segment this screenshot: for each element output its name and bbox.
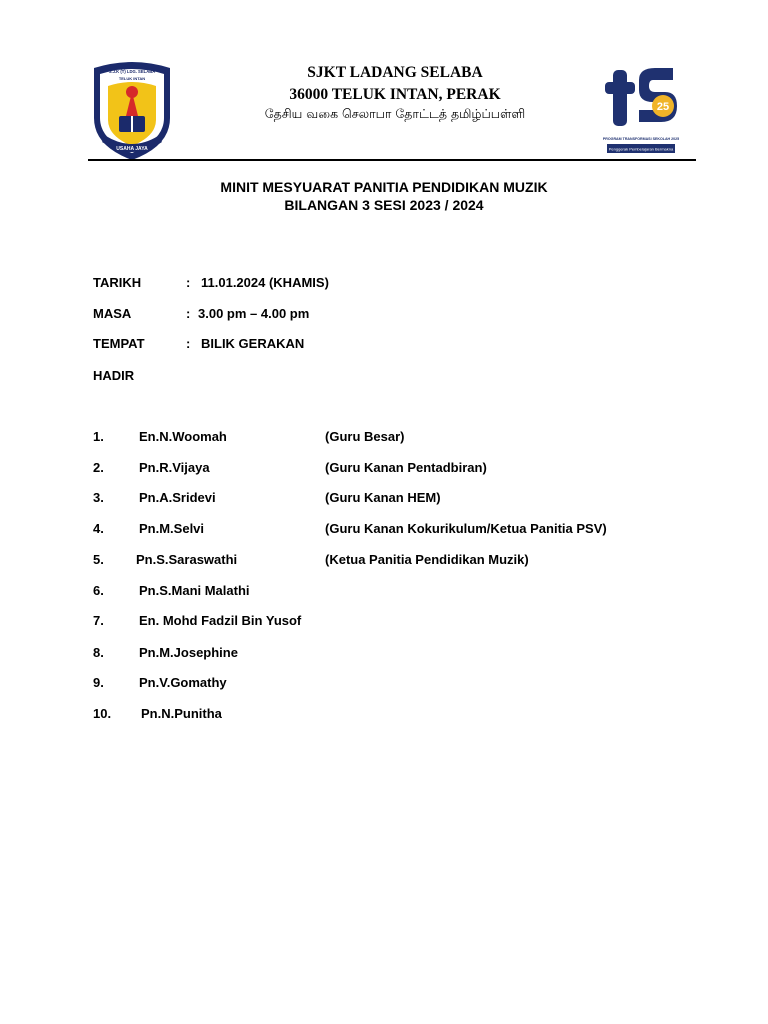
info-label: TEMPAT [93,336,145,351]
attendee-role: (Guru Kanan HEM) [325,490,441,505]
attendee-role: (Ketua Panitia Pendidikan Muzik) [325,552,529,567]
attendee-number: 8. [93,645,104,660]
attendee-number: 1. [93,429,104,444]
attendee-role: (Guru Kanan Kokurikulum/Ketua Panitia PSV) [325,521,607,536]
school-name: SJKT LADANG SELABA [307,64,483,81]
info-colon: : [186,306,191,321]
attendee-name: Pn.V.Gomathy [139,675,227,690]
minutes-subtitle: BILANGAN 3 SESI 2023 / 2024 [284,197,484,213]
crest-sub-text: TELUK INTAN [118,76,146,81]
attendee-name: Pn.S.Saraswathi [136,552,238,567]
info-value: 11.01.2024 (KHAMIS) [201,275,329,290]
info-value: 3.00 pm – 4.00 pm [198,306,310,321]
attendee-number: 2. [93,460,104,475]
attendee-name: Pn.R.Vijaya [139,460,210,475]
attendee-number: 7. [93,613,104,628]
school-address: 36000 TELUK INTAN, PERAK [289,86,501,103]
attendee-name: En. Mohd Fadzil Bin Yusof [139,613,302,628]
info-label: MASA [93,306,132,321]
attendee-name: Pn.M.Selvi [139,521,205,536]
ts25-program-logo-icon [603,64,679,158]
attendee-number: 4. [93,521,104,536]
attendee-name: Pn.A.Sridevi [139,490,216,505]
ts25-number: 25 [656,101,670,113]
attendee-name: Pn.N.Punitha [141,706,222,721]
attendee-number: 10. [93,706,112,721]
attendee-role: (Guru Kanan Pentadbiran) [325,460,487,475]
info-label: TARIKH [93,275,142,290]
attendee-number: 3. [93,490,104,505]
ts25-tagline: Penggerak Pembelajaran Bermakna [608,146,674,152]
school-name-tamil: தேசிய வகை செலாபா தோட்டத் தமிழ்ப்பள்ளி [264,106,526,121]
attendance-heading: HADIR [93,368,135,383]
crest-motto-text: USAHA JAYA [116,146,148,152]
minutes-title: MINIT MESYUARAT PANITIA PENDIDIKAN MUZIK [220,179,548,195]
info-colon: : [186,275,191,290]
attendee-name: En.N.Woomah [139,429,227,444]
crest-top-text: S.J.K (T) LDG. SELABA [108,69,156,74]
info-colon: : [186,336,191,351]
header-divider [88,159,696,161]
attendee-role: (Guru Besar) [325,429,405,444]
attendee-name: Pn.S.Mani Malathi [139,583,250,598]
attendee-number: 6. [93,583,104,598]
attendee-number: 9. [93,675,104,690]
attendee-number: 5. [93,552,104,567]
attendee-name: Pn.M.Josephine [139,645,238,660]
info-value: BILIK GERAKAN [201,336,305,351]
school-crest-icon [88,58,176,162]
ts25-caption: PROGRAM TRANSFORMASI SEKOLAH 2025 [603,137,679,141]
